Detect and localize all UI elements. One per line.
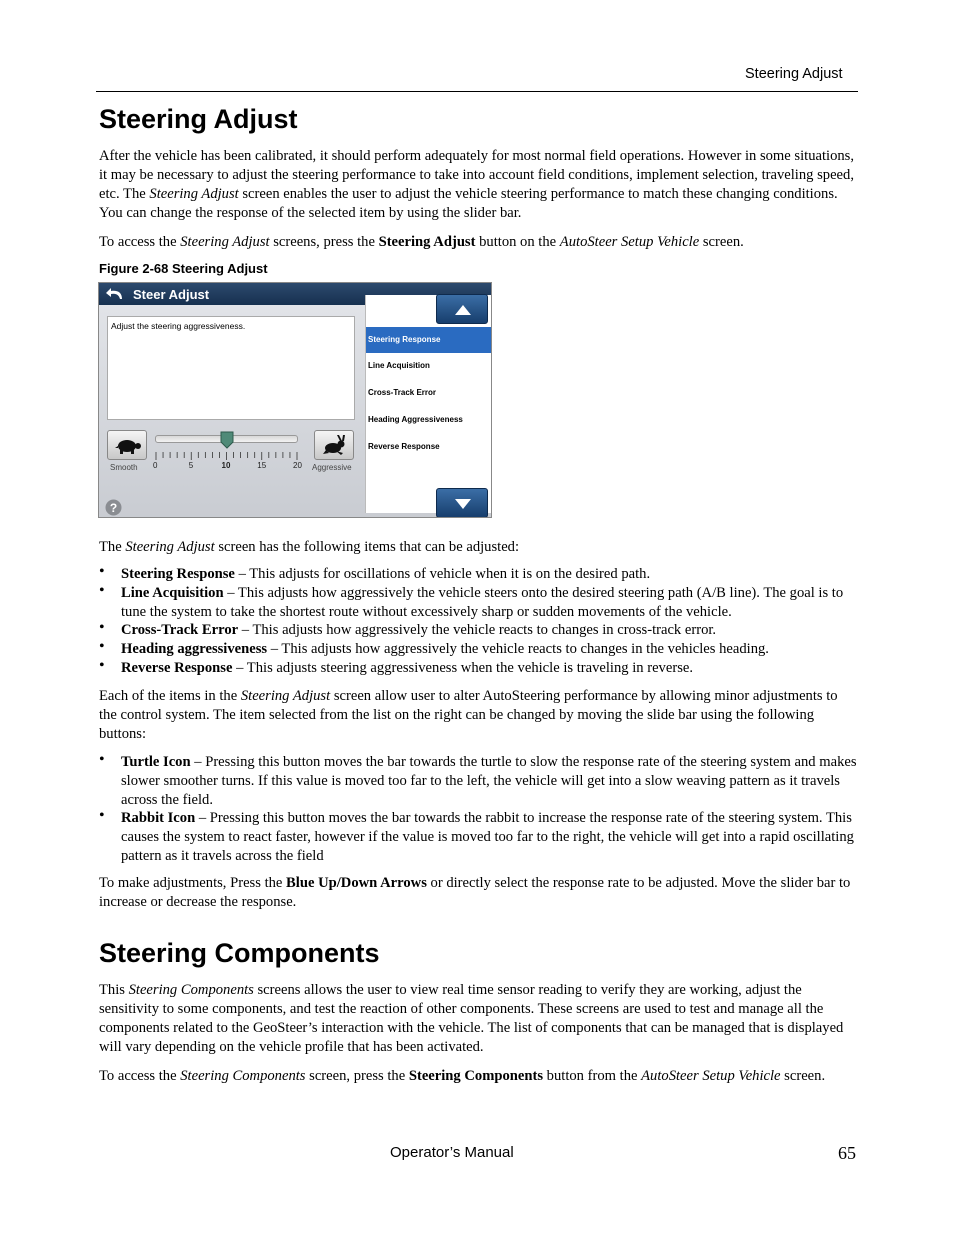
tick-label-5: 5 <box>188 461 194 470</box>
screen-title: Steer Adjust <box>133 287 210 302</box>
rabbit-icon <box>321 434 349 456</box>
bullet-reverse-response: • Reverse Response – This adjusts steering aggressiveness when the vehicle is traveling in reverse. <box>99 656 693 676</box>
section-title-steering-adjust: Steering Adjust <box>99 104 298 134</box>
description-box: Adjust the steering aggressiveness. <box>107 316 355 420</box>
bullet-line-acquisition: • Line Acquisition – This adjusts how aggressively the vehicle steers onto the desired steering path (A/B line). The goal is to tune the system to take the shortest route without excessively sharp or sudden movements of the vehicle. <box>99 581 844 620</box>
help-icon[interactable] <box>105 499 122 516</box>
figure-caption: Figure 2-68 Steering Adjust <box>99 261 268 276</box>
tick-label-0: 0 <box>153 461 158 470</box>
adjust-item-list <box>365 295 492 513</box>
bullet-cross-track-error: • Cross-Track Error – This adjusts how aggressively the vehicle reacts to changes in cross-track error. <box>99 619 717 639</box>
section-title-steering-components: Steering Components <box>99 938 380 968</box>
turtle-icon <box>114 434 142 456</box>
buttons-list <box>99 753 859 866</box>
access-paragraph: To access the Steering Adjust screens, press the Steering Adjust button on the AutoSteer Setup Vehicle screen. <box>99 234 744 250</box>
steer-adjust-screen <box>98 282 492 518</box>
running-header: Steering Adjust <box>745 66 843 82</box>
rabbit-button[interactable] <box>314 430 354 460</box>
header-rule <box>96 91 858 92</box>
arrow-down-icon <box>454 498 472 510</box>
scroll-down-button[interactable] <box>436 488 488 518</box>
list-item-reverse-response[interactable]: Reverse Response <box>368 442 440 451</box>
aggressive-label: Aggressive <box>312 463 352 472</box>
list-item-line-acquisition[interactable]: Line Acquisition <box>368 361 430 370</box>
adjustments-paragraph: To make adjustments, Press the Blue Up/Down Arrows or directly select the response rate to be adjusted. Move the slider bar to increase or decrease the response. <box>99 875 851 910</box>
slider-thumb[interactable] <box>220 431 234 449</box>
tick-label-10: 10 <box>221 461 231 470</box>
list-item-steering-response[interactable]: Steering Response <box>366 327 492 353</box>
items-intro-paragraph: The Steering Adjust screen has the following items that can be adjusted: <box>99 539 520 555</box>
items-explanation-paragraph: Each of the items in the Steering Adjust screen allow user to alter AutoSteering performance by allowing minor adjustments to the control system. The item selected from the list on the right can be changed by moving the slide bar using the following buttons: <box>99 688 838 742</box>
page-number: 65 <box>838 1143 856 1163</box>
intro-paragraph: After the vehicle has been calibrated, it should perform adequately for most normal field operations. However in some situations, it may be necessary to adjust the steering performance to take into account field conditions, implement selection, traveling speed, etc. The Steering Adjust screen enables the user to adjust the vehicle steering performance to match these changing conditions. You can change the response of the selected item by using the slider bar. <box>99 148 854 221</box>
bullet-turtle-icon: • Turtle Icon – Pressing this button moves the bar towards the turtle to slow the response rate of the steering system and makes slower smoother turns. If this value is moved too far to the left, the vehicle will get into a slow weaving pattern as it travels across the field. <box>99 751 857 808</box>
smooth-label: Smooth <box>110 463 138 472</box>
slider-ticks <box>155 451 298 461</box>
scroll-up-button[interactable] <box>436 294 488 324</box>
footer-manual-title: Operator’s Manual <box>390 1144 514 1161</box>
list-item-cross-track-error[interactable]: Cross-Track Error <box>368 388 437 397</box>
svg-text:?: ? <box>109 501 118 515</box>
bullet-rabbit-icon: • Rabbit Icon – Pressing this button moves the bar towards the rabbit to increase the response rate of the steering system. This causes the system to react faster, however if the value is moved too far to the right, the vehicle will get into a rapid oscillating pattern as it travels across the field <box>99 807 854 864</box>
arrow-up-icon <box>454 304 472 316</box>
adjustable-items-list <box>99 565 859 678</box>
bullet-steering-response: • Steering Response – This adjusts for oscillations of vehicle when it is on the desired path. <box>99 563 651 582</box>
components-access-paragraph: To access the Steering Components screen, press the Steering Components button from the AutoSteer Setup Vehicle screen. <box>99 1068 826 1084</box>
list-item-heading-aggressiveness[interactable]: Heading Aggressiveness <box>368 415 463 424</box>
bullet-heading-aggressiveness: • Heading aggressiveness – This adjusts how aggressively the vehicle reacts to changes in the vehicles heading. <box>99 638 769 658</box>
tick-label-15: 15 <box>257 461 267 470</box>
back-arrow-icon[interactable] <box>105 286 125 302</box>
components-intro-paragraph: This Steering Components screens allows the user to view real time sensor reading to verify they are working, adjust the sensitivity to some components, and test the reaction of other components. These screens are used to test and manage all the components related to the GeoSteer’s interaction with the vehicle. The list of components that can be managed that is displayed will vary depending on the vehicle profile that has been activated. <box>99 982 844 1055</box>
tick-label-20: 20 <box>293 461 302 470</box>
turtle-button[interactable] <box>107 430 147 460</box>
